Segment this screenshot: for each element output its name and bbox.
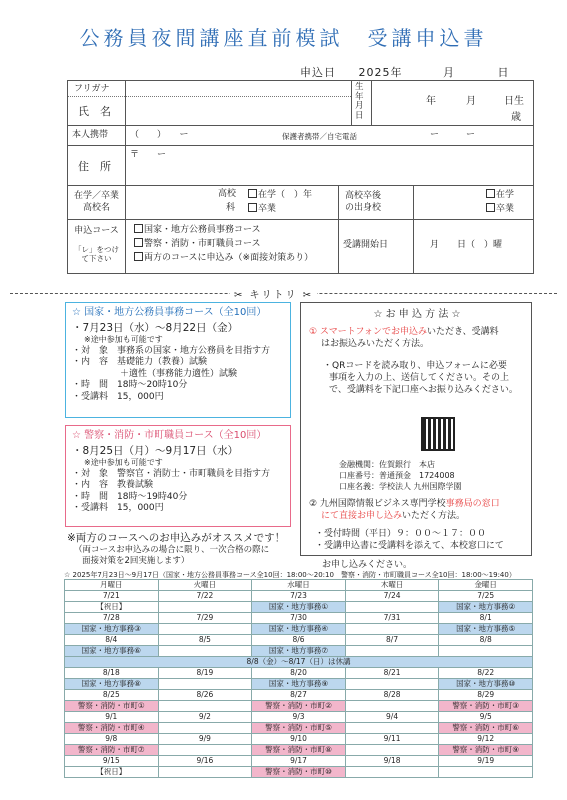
schedule-session-cell <box>345 602 439 613</box>
hs-enrolled-checkbox[interactable]: 在学（ ）年 <box>248 189 312 201</box>
phone-label: 本人携帯 <box>72 130 109 140</box>
schedule-session-cell <box>439 767 533 778</box>
schedule-date-cell: 8/26 <box>158 690 252 701</box>
apply-date-month: 月 <box>443 66 455 79</box>
qr-code-icon[interactable] <box>421 417 455 451</box>
schedule-date-cell: 8/5 <box>158 635 252 646</box>
course-b-period-note: ※途中参加も可能です <box>84 458 163 467</box>
schedule-date-cell: 9/19 <box>439 756 533 767</box>
schedule-header-0: 月曜日 <box>65 580 159 591</box>
schedule-date-cell: 9/1 <box>65 712 159 723</box>
schedule-session-cell: 国家・地方事務③ <box>65 624 159 635</box>
schedule-session-cell <box>345 723 439 734</box>
name-label: 氏 名 <box>78 105 111 118</box>
schedule-session-cell: 警察・消防・市町⑥ <box>439 723 533 734</box>
page-title: 公務員夜間講座直前模試 受講申込書 <box>79 26 488 50</box>
course-option-1[interactable]: 国家・地方公務員事務コース <box>134 224 261 236</box>
address-label: 住 所 <box>78 160 111 173</box>
schedule-date-cell: 8/4 <box>65 635 159 646</box>
schedule-session-cell <box>158 767 252 778</box>
schedule-session-cell <box>345 745 439 756</box>
schedule-date-cell: 7/24 <box>345 591 439 602</box>
apply-m2-a: ② 九州国際情報ビジネス専門学校 <box>309 499 446 509</box>
course-a-time: ・時 間 18時〜20時10分 <box>72 380 188 390</box>
apply-m2-red: 事務局の窓口 <box>445 499 500 509</box>
schedule-session-cell <box>345 701 439 712</box>
school-label-2: 高校名 <box>82 203 110 213</box>
apply-date-year: 2025年 <box>358 66 403 79</box>
schedule-date-cell: 8/21 <box>345 668 439 679</box>
schedule-date-cell: 7/22 <box>158 591 252 602</box>
after-school-label-1: 高校卒後 <box>345 191 382 201</box>
schedule-session-cell: 【祝日】 <box>65 767 159 778</box>
course-a-target: ・対 象 事務系の国家・地方公務員を目指す方 <box>72 345 271 356</box>
apply-m2-b: いただく方法。 <box>402 511 466 521</box>
schedule-session-cell <box>439 646 533 657</box>
schedule-session-cell: 国家・地方事務⑥ <box>65 646 159 657</box>
schedule-date-cell: 8/22 <box>439 668 533 679</box>
schedule-date-cell: 8/20 <box>252 668 346 679</box>
recommend-text: ※両方のコースへのお申込みがオススメです！ <box>67 532 286 544</box>
schedule-session-cell: 警察・消防・市町⑧ <box>252 745 346 756</box>
apply-m1-rest: いただき、受講料 <box>427 327 499 337</box>
schedule-date-cell: 7/28 <box>65 613 159 624</box>
schedule-session-cell: 警察・消防・市町① <box>65 701 159 712</box>
school-label-1: 在学／卒業 <box>73 191 119 201</box>
hs-label: 高校 <box>218 189 237 199</box>
hs-graduated-checkbox[interactable]: 卒業 <box>248 203 276 215</box>
furigana-label: フリガナ <box>74 84 110 94</box>
bank-3: 口座名義：学校法人 九州国際学園 <box>339 482 462 491</box>
guardian-phone-label: 保護者携帯／自宅電話 <box>282 132 357 141</box>
course-a-fee: ・受講料 15，000円 <box>72 391 164 402</box>
hs-ka-label: 科 <box>226 203 236 213</box>
schedule-session-cell: 警察・消防・市町② <box>252 701 346 712</box>
schedule-session-cell: 国家・地方事務② <box>439 602 533 613</box>
course-b-content: ・内 容 教養試験 <box>72 480 154 490</box>
schedule-date-cell: 9/10 <box>252 734 346 745</box>
apply-m2-c: ・受講申込書に受講料を添えて、本校窓口にて <box>315 541 504 551</box>
schedule-header-3: 木曜日 <box>345 580 439 591</box>
schedule-date-cell: 8/1 <box>439 613 533 624</box>
course-b-fee: ・受講料 15，000円 <box>72 503 164 513</box>
schedule-session-cell: 【祝日】 <box>65 602 159 613</box>
schedule-table <box>64 579 533 778</box>
birth-month: 月 <box>466 96 476 107</box>
apply-m1-3: ・QRコードを読み取り、申込フォームに必要 <box>323 361 507 371</box>
birth-day: 日生 <box>504 96 524 107</box>
apply-m1-4: 事項を入力の上、送信してください。その上 <box>329 373 510 383</box>
birth-year: 年 <box>426 96 436 107</box>
schedule-session-cell <box>345 767 439 778</box>
schedule-date-cell: 7/23 <box>252 591 346 602</box>
schedule-header-4: 金曜日 <box>439 580 533 591</box>
cut-line <box>0 286 567 300</box>
schedule-date-cell: 9/8 <box>65 734 159 745</box>
schedule-session-cell: 国家・地方事務⑧ <box>65 679 159 690</box>
course-label: 申込コース <box>74 226 119 236</box>
address-field[interactable]: 〒 ー <box>130 150 167 160</box>
cut-label: ✂ キリトリ ✂ <box>230 286 317 301</box>
apply-m1-red: ① スマートフォンでお申込み <box>309 327 428 337</box>
apply-m1-5: で、受講料を下記口座へお振り込みください。 <box>329 385 518 395</box>
course-a-content: ・内 容 基礎能力（教養）試験 <box>72 357 208 367</box>
phone-field[interactable]: （ ） ー <box>130 130 189 140</box>
course-a-box <box>65 302 291 418</box>
course-b-target: ・対 象 警察官・消防士・市町職員を目指す方 <box>72 468 271 479</box>
apply-heading: ☆ お 申 込 方 法 ☆ <box>373 309 461 320</box>
schedule-session-cell: 国家・地方事務⑨ <box>252 679 346 690</box>
schedule-date-cell: 7/29 <box>158 613 252 624</box>
schedule-date-cell: 8/18 <box>65 668 159 679</box>
schedule-title: ☆ 2025年7月23日〜9月17日（国家・地方公務員事務コース全10回：18:00〜20:10 警察・消防・市町職員コース全10回：18:00〜19:40） <box>64 571 516 579</box>
recommend-note <box>74 545 269 567</box>
schedule-date-cell: 8/29 <box>439 690 533 701</box>
course-a-period-note: ※途中参加も可能です <box>84 335 163 344</box>
schedule-session-cell <box>158 701 252 712</box>
apply-m2-d: お申し込みください。 <box>322 560 413 570</box>
apply-date-label: 申込日 <box>300 66 336 79</box>
schedule-date-cell: 7/30 <box>252 613 346 624</box>
recommend-note-1: （両コースお申込みの場合に限り、一次合格の際に <box>74 545 270 555</box>
schedule-date-cell: 8/7 <box>345 635 439 646</box>
course-b-heading: ☆ 警察・消防・市町職員コース（全10回） <box>72 430 267 441</box>
schedule-session-cell: 警察・消防・市町③ <box>439 701 533 712</box>
schedule-session-cell <box>345 679 439 690</box>
schedule-date-cell: 9/16 <box>158 756 252 767</box>
schedule-session-cell: 警察・消防・市町⑦ <box>65 745 159 756</box>
after-enrolled-checkbox[interactable]: 在学 <box>486 189 514 201</box>
schedule-session-cell: 国家・地方事務① <box>252 602 346 613</box>
schedule-session-cell <box>158 602 252 613</box>
after-graduated-checkbox[interactable]: 卒業 <box>486 203 514 215</box>
schedule-session-cell <box>345 646 439 657</box>
schedule-session-cell: 国家・地方事務⑤ <box>439 624 533 635</box>
start-date-label: 受講開始日 <box>343 240 389 250</box>
schedule-date-cell: 9/2 <box>158 712 252 723</box>
course-a-content-2: ＋適性（事務能力適性）試験 <box>120 368 238 379</box>
schedule-session-cell: 警察・消防・市町⑤ <box>252 723 346 734</box>
schedule-header-1: 火曜日 <box>158 580 252 591</box>
bank-1: 金融機関：佐賀銀行 本店 <box>339 460 435 469</box>
age-label: 歳 <box>511 112 521 123</box>
schedule-session-cell <box>158 723 252 734</box>
schedule-session-cell: 国家・地方事務⑦ <box>252 646 346 657</box>
schedule-date-cell: 9/18 <box>345 756 439 767</box>
course-b-box <box>65 425 291 527</box>
schedule-date-cell: 9/3 <box>252 712 346 723</box>
schedule-date-cell: 9/15 <box>65 756 159 767</box>
course-note-1: 「レ」をつけ <box>74 245 119 254</box>
apply-date-day: 日 <box>497 66 510 79</box>
course-option-3[interactable]: 両方のコースに申込み（※面接対策あり） <box>134 252 313 264</box>
bank-2: 口座番号：普通預金 1724008 <box>339 471 455 480</box>
schedule-date-cell: 9/5 <box>439 712 533 723</box>
recommend-note-2: 面接対策を2回実施します） <box>82 556 190 566</box>
schedule-date-cell: 7/25 <box>439 591 533 602</box>
apply-hours: ・受付時間（平日）９：００〜１７：００ <box>315 529 487 539</box>
apply-method-box <box>300 302 532 556</box>
after-school-label-2: の出身校 <box>345 203 382 213</box>
schedule-session-cell: 警察・消防・市町⑩ <box>252 767 346 778</box>
course-option-2[interactable]: 警察・消防・市町職員コース <box>134 238 261 250</box>
start-date-field[interactable]: 月 日（ ）曜 <box>430 240 503 250</box>
schedule-session-cell <box>158 745 252 756</box>
schedule-date-cell: 9/11 <box>345 734 439 745</box>
schedule-session-cell: 国家・地方事務④ <box>252 624 346 635</box>
schedule-date-cell: 8/6 <box>252 635 346 646</box>
schedule-date-cell: 9/17 <box>252 756 346 767</box>
course-note-2: て下さい <box>81 254 112 263</box>
apply-date <box>300 64 510 80</box>
schedule-session-cell <box>158 679 252 690</box>
birth-label: 生年月日 <box>355 82 364 121</box>
schedule-session-cell <box>158 624 252 635</box>
apply-m2-red2: にて直接お申し込み <box>321 511 403 521</box>
schedule-session-cell: 警察・消防・市町④ <box>65 723 159 734</box>
schedule-date-cell: 7/21 <box>65 591 159 602</box>
schedule-session-cell: 国家・地方事務⑩ <box>439 679 533 690</box>
application-form <box>67 80 534 274</box>
course-b-period: ・8月25日（月）〜9月17日（水） <box>72 444 239 457</box>
schedule-date-cell: 9/4 <box>345 712 439 723</box>
schedule-session-cell: 警察・消防・市町⑨ <box>439 745 533 756</box>
apply-m1-2: はお振込みいただく方法。 <box>321 339 430 349</box>
schedule-date-cell: 9/9 <box>158 734 252 745</box>
schedule-date-cell: 8/28 <box>345 690 439 701</box>
course-b-time: ・時 間 18時〜19時40分 <box>72 491 188 502</box>
schedule-date-cell: 7/31 <box>345 613 439 624</box>
schedule-date-cell: 9/12 <box>439 734 533 745</box>
schedule-session-cell <box>345 624 439 635</box>
course-a-heading: ☆ 国家・地方公務員事務コース（全10回） <box>72 307 267 318</box>
schedule-date-cell: 8/25 <box>65 690 159 701</box>
schedule-date-cell: 8/8 <box>439 635 533 646</box>
schedule-holiday-row: 8/8（金）〜8/17（日）は休講 <box>65 657 533 668</box>
schedule-date-cell: 8/27 <box>252 690 346 701</box>
course-a-period: ・7月23日（水）〜8月22日（金） <box>72 321 239 334</box>
schedule-date-cell: 8/19 <box>158 668 252 679</box>
guardian-phone-field[interactable]: ー ー <box>430 130 476 140</box>
schedule-session-cell <box>158 646 252 657</box>
schedule-header-2: 水曜日 <box>252 580 346 591</box>
